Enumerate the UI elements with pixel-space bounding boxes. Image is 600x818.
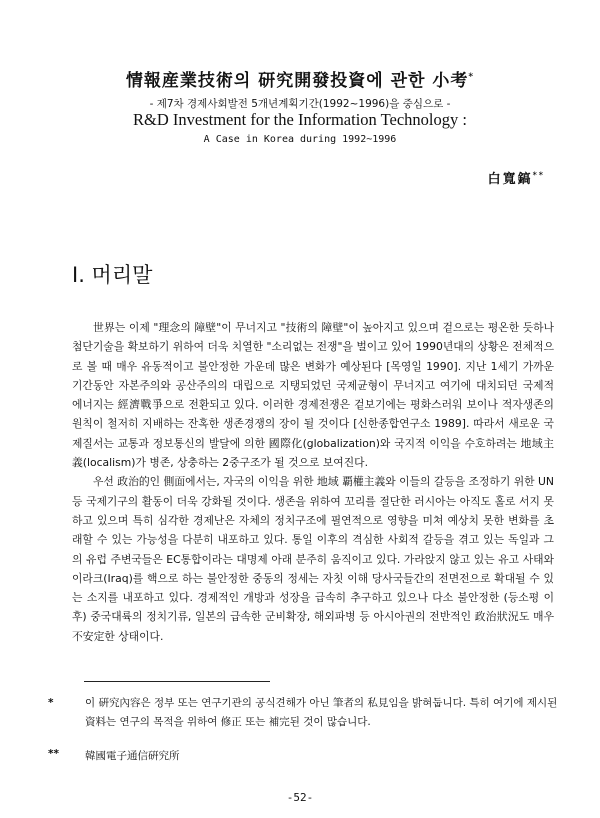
korean-title-text: 情報産業技術의 研究開發投資에 관한 小考 [125, 71, 469, 91]
korean-title [0, 66, 600, 91]
footnote-1 [48, 694, 558, 732]
author-name [488, 168, 545, 187]
body-text [72, 318, 554, 646]
author-name-text: 白寬鎬 [487, 172, 533, 187]
section-heading: I. 머리말 [72, 263, 153, 287]
author-footnote-marker: ** [532, 169, 545, 180]
title-footnote-marker: * [468, 72, 475, 83]
footnote-2-text: 韓國電子通信硏究所 [85, 750, 180, 762]
footnote-1-marker: * [48, 697, 54, 709]
page-number: -52- [286, 791, 314, 804]
footnote-1-text: 이 硏究內容은 정부 또는 연구기관의 공식견해가 아닌 筆者의 私見임을 밝혀둡니다. 특히 여기에 제시된 資料는 연구의 목적을 위하여 修正 또는 補完된 것이 많습니다. [85, 697, 558, 728]
footnote-divider [84, 681, 270, 682]
body-paragraph: 世界는 이제 "理念의 障壁"이 무너지고 "技術의 障壁"이 높아지고 있으며 겉으로는 평온한 듯하나 첨단기술을 확보하기 위하여 더욱 치열한 "소리없는 전쟁"을 벌이고 있어 1990년대의 상황은 전체적으로 볼 때 매우 유동적이고 불안정한 가운데 많은 변화가 예상된다 [목영일 1990]. 지난 1세기 가까운 기간동안 자본주의와 공산주의의 대립으로 지탱되었던 국제균형이 무너지고 여기에 대치되던 국제적 에너지는 經濟戰爭으로 전환되고 있다. 이러한 경제전쟁은 겉보기에는 평화스러워 보이나 적자생존의 원칙이 철저히 지배하는 잔혹한 생존경쟁의 장이 될 것이다 [신한종합연구소 1989]. 따라서 새로운 국제질서는 교통과 정보통신의 발달에 의한 國際化(globalization)와 국지적 이익을 수호하려는 地域主義(localism)가 병존, 상충하는 2중구조가 될 것으로 보여진다. [72, 321, 554, 470]
footnote-2-marker: ** [48, 748, 59, 760]
footnote-2 [48, 748, 180, 763]
body-paragraph: 우선 政治的인 側面에서는, 자국의 이익을 위한 地域 覇權主義와 이들의 갈등을 조정하기 위한 UN 등 국제기구의 활동이 더욱 강화될 것이다. 생존을 위하여 꼬리를 절단한 러시아는 아직도 홀로 서지 못하고 있으며 특히 심각한 경제난은 자체의 정치구조에 필연적으로 영향을 미쳐 예상치 못한 변화를 초래할 수 있는 가능성을 다분히 내포하고 있다. 통일 이후의 격심한 사회적 갈등을 겪고 있는 독일과 그의 유럽 주변국들은 EC통합이라는 대명제 아래 분주히 움직이고 있다. 가라앉지 않고 있는 유고 사태와 이라크(Iraq)를 핵으로 하는 불안정한 중동의 정세는 자칫 이해 당사국들간의 전면전으로 확대될 수 있는 소지를 내포하고 있다. 경제적인 개방과 성장을 급속히 추구하고 있으나 다소 불안정한 (등소평 이후) 중국대륙의 정치기류, 일본의 급속한 군비확장, 해외파병 등 아시아권의 전반적인 政治狀況도 매우 不安定한 상태이다. [72, 475, 554, 643]
korean-subtitle: - 제7차 경제사회발전 5개년계획기간(1992~1996)을 중심으로 - [149, 98, 451, 110]
english-title: R&D Investment for the Information Technology : [133, 110, 467, 129]
english-subtitle: A Case in Korea during 1992~1996 [203, 134, 397, 145]
